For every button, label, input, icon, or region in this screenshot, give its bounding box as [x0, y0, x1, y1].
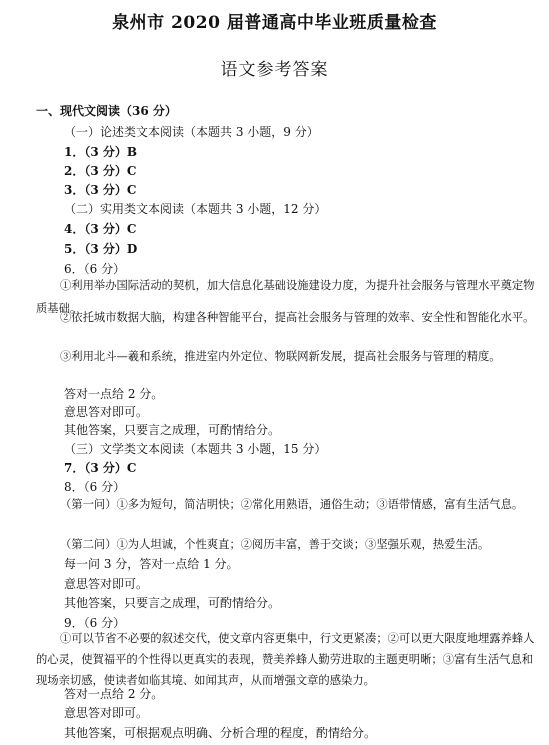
answer-line: 8．（6 分） [64, 480, 126, 494]
scoring-note: 意思答对即可。 [64, 706, 149, 720]
scoring-note: 答对一点给 2 分。 [64, 387, 164, 401]
scoring-note: 每一问 3 分，答对一点给 1 分。 [64, 557, 239, 571]
scoring-note: 其他答案，只要言之成理，可酌情给分。 [64, 423, 281, 437]
document-subtitle: 语文参考答案 [220, 60, 329, 80]
answer-paragraph: ②依托城市数据大脑，构建各种智能平台，提高社会服务与管理的效率、安全性和智能化水平。 [60, 311, 535, 324]
answer-line: 5．（3 分）D [64, 242, 138, 256]
answer-paragraph: （第一问）①多为短句，简洁明快；②常化用熟语，通俗生动；③语带情感，富有生活气息。 [60, 498, 524, 511]
answer-line: 1．（3 分）B [64, 145, 138, 159]
scoring-note: 意思答对即可。 [64, 405, 149, 419]
document-title: 泉州市 2020 届普通高中毕业班质量检查 [112, 13, 437, 33]
subsection-heading: （一）论述类文本阅读（本题共 3 小题，9 分） [64, 125, 319, 139]
answer-paragraph: ①利用举办国际活动的契机，加大信息化基础设施建设力度，为提升社会服务与管理水平奠定物质基础。 [36, 279, 535, 315]
section-heading: 一、现代文阅读（36 分） [36, 104, 177, 118]
answer-line: 6．（6 分） [64, 262, 126, 276]
scoring-note: 答对一点给 2 分。 [64, 687, 164, 701]
subsection-heading: （二）实用类文本阅读（本题共 3 小题，12 分） [64, 202, 327, 216]
scoring-note: 意思答对即可。 [64, 577, 149, 591]
answer-line: 2．（3 分）C [64, 164, 137, 178]
answer-paragraph: ①可以节省不必要的叙述交代，使文章内容更集中，行文更紧凑；②可以更大限度地埋露养蜂人的心灵，使賀福平的个性得以更真实的表现，赞美养蜂人勤劳进取的主题更明晰；③富有生活气息和现场亲切感，使读者如临其境、如闻其声，从而增强文章的感染力。 [36, 632, 535, 687]
answer-line: 3．（3 分）C [64, 183, 137, 197]
answer-paragraph: （第二问）①为人坦诚，个性爽直；②阅历丰富，善于交谈；③坚强乐观，热爱生活。 [60, 538, 490, 551]
answer-paragraph: ③利用北斗—羲和系统，推进室内外定位、物联网新发展，提高社会服务与管理的精度。 [60, 350, 501, 363]
scoring-note: 其他答案，只要言之成理，可酌情给分。 [64, 596, 281, 610]
answer-line: 9．（6 分） [64, 616, 126, 630]
answer-line: 4．（3 分）C [64, 222, 137, 236]
answer-line: 7．（3 分）C [64, 461, 137, 475]
scoring-note: 其他答案，可根据观点明确、分析合理的程度，酌情给分。 [64, 726, 377, 740]
subsection-heading: （三）文学类文本阅读（本题共 3 小题，15 分） [64, 442, 327, 456]
